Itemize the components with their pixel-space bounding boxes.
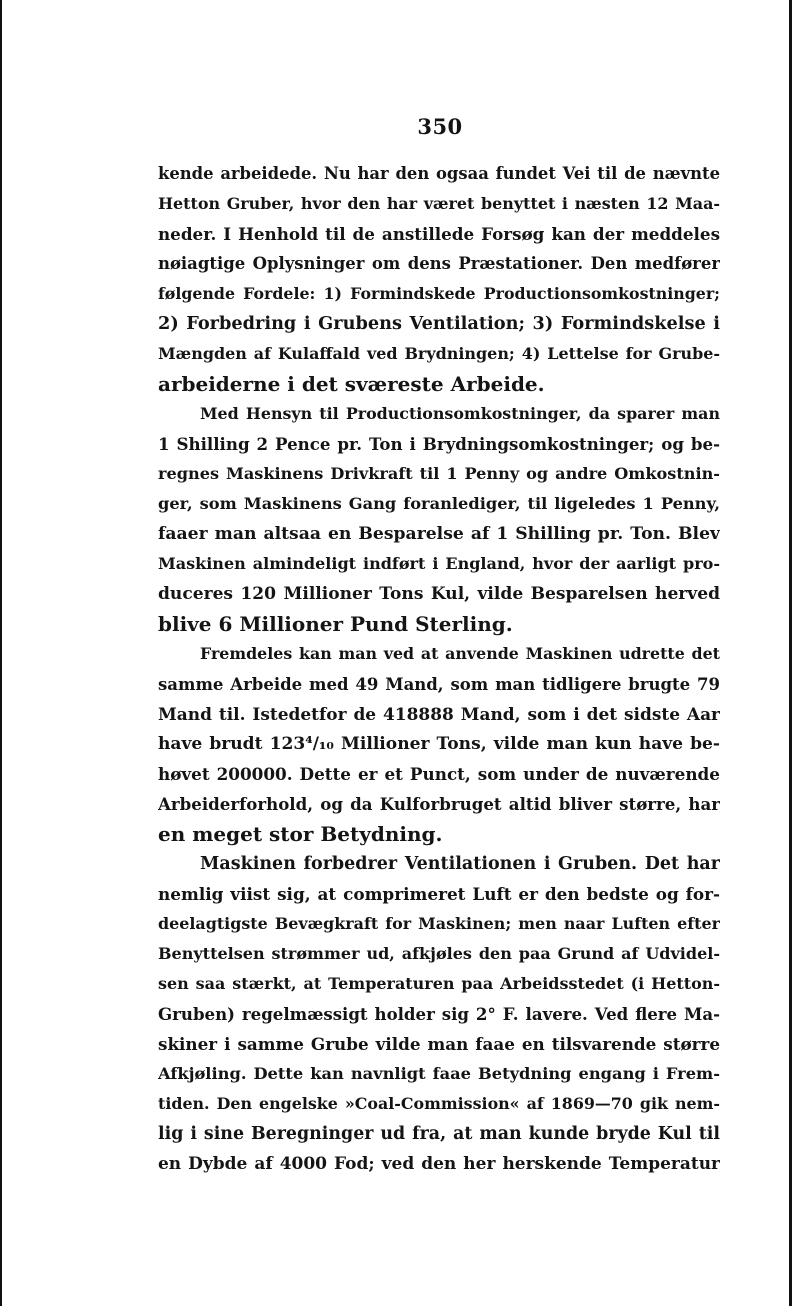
text-line: Hetton Gruber, hvor den har været benyttet i næsten 12 Maa- [158, 194, 720, 213]
text-line: nemlig viist sig, at comprimeret Luft er den bedste og for- [158, 884, 720, 904]
text-line: blive 6 Millioner Pund Sterling. [158, 612, 513, 636]
text-line: følgende Fordele: 1) Formindskede Productionsomkostninger; [158, 284, 720, 303]
text-line: Maskinen almindeligt indført i England, hvor der aarligt pro- [158, 554, 720, 573]
text-line: Afkjøling. Dette kan navnligt faae Betydning engang i Frem- [158, 1064, 720, 1083]
text-line: faaer man altsaa en Besparelse af 1 Shilling pr. Ton. Blev [158, 524, 720, 544]
text-line: 1 Shilling 2 Pence pr. Ton i Brydningsomkostninger; og be- [158, 434, 720, 454]
body-text [158, 159, 720, 1179]
text-line: nøiagtige Oplysninger om dens Præstationer. Den medfører [158, 254, 720, 273]
text-line: samme Arbeide med 49 Mand, som man tidligere brugte 79 [158, 674, 720, 694]
text-line: 2) Forbedring i Grubens Ventilation; 3) Formindskelse i [158, 313, 720, 334]
text-line: høvet 200000. Dette er et Punct, som under de nuværende [158, 764, 720, 784]
text-line: Gruben) regelmæssigt holder sig 2° F. lavere. Ved flere Ma- [158, 1004, 720, 1024]
text-line: tiden. Den engelske »Coal-Commission« af 1869—70 gik nem- [158, 1094, 720, 1113]
text-line: kende arbeidede. Nu har den ogsaa fundet Vei til de nævnte [158, 164, 720, 183]
page-number: 350 [417, 114, 463, 139]
paragraph-start: Fremdeles kan man ved at anvende Maskinen udrette det [200, 644, 720, 663]
text-line: en Dybde af 4000 Fod; ved den her herskende Temperatur [158, 1154, 720, 1174]
text-line: neder. I Henhold til de anstillede Forsøg kan der meddeles [158, 224, 720, 244]
text-line: Mængden af Kulaffald ved Brydningen; 4) Lettelse for Grube- [158, 344, 720, 363]
text-line: Arbeiderforhold, og da Kulforbruget altid bliver større, har [158, 794, 720, 814]
text-line: duceres 120 Millioner Tons Kul, vilde Besparelsen herved [158, 584, 720, 604]
text-line: have brudt 123⁴/₁₀ Millioner Tons, vilde man kun have be- [158, 734, 720, 754]
text-line: deelagtigste Bevægkraft for Maskinen; men naar Luften efter [158, 914, 720, 933]
paragraph-start: Med Hensyn til Productionsomkostninger, da sparer man [200, 404, 720, 423]
text-line: Benyttelsen strømmer ud, afkjøles den paa Grund af Udvidel- [158, 944, 720, 963]
paragraph-start: Maskinen forbedrer Ventilationen i Gruben. Det har [200, 854, 720, 874]
text-line: sen saa stærkt, at Temperaturen paa Arbeidsstedet (i Hetton- [158, 974, 720, 993]
text-line: regnes Maskinens Drivkraft til 1 Penny og andre Omkostnin- [158, 464, 720, 483]
text-line: lig i sine Beregninger ud fra, at man kunde bryde Kul til [158, 1124, 720, 1144]
text-line: ger, som Maskinens Gang foranlediger, til ligeledes 1 Penny, [158, 494, 720, 513]
text-line: skiner i samme Grube vilde man faae en tilsvarende større [158, 1034, 720, 1054]
page-border-left [0, 0, 2, 1306]
text-line: en meget stor Betydning. [158, 822, 443, 846]
text-line: arbeiderne i det sværeste Arbeide. [158, 372, 545, 396]
text-line: Mand til. Istedetfor de 418888 Mand, som i det sidste Aar [158, 704, 720, 724]
